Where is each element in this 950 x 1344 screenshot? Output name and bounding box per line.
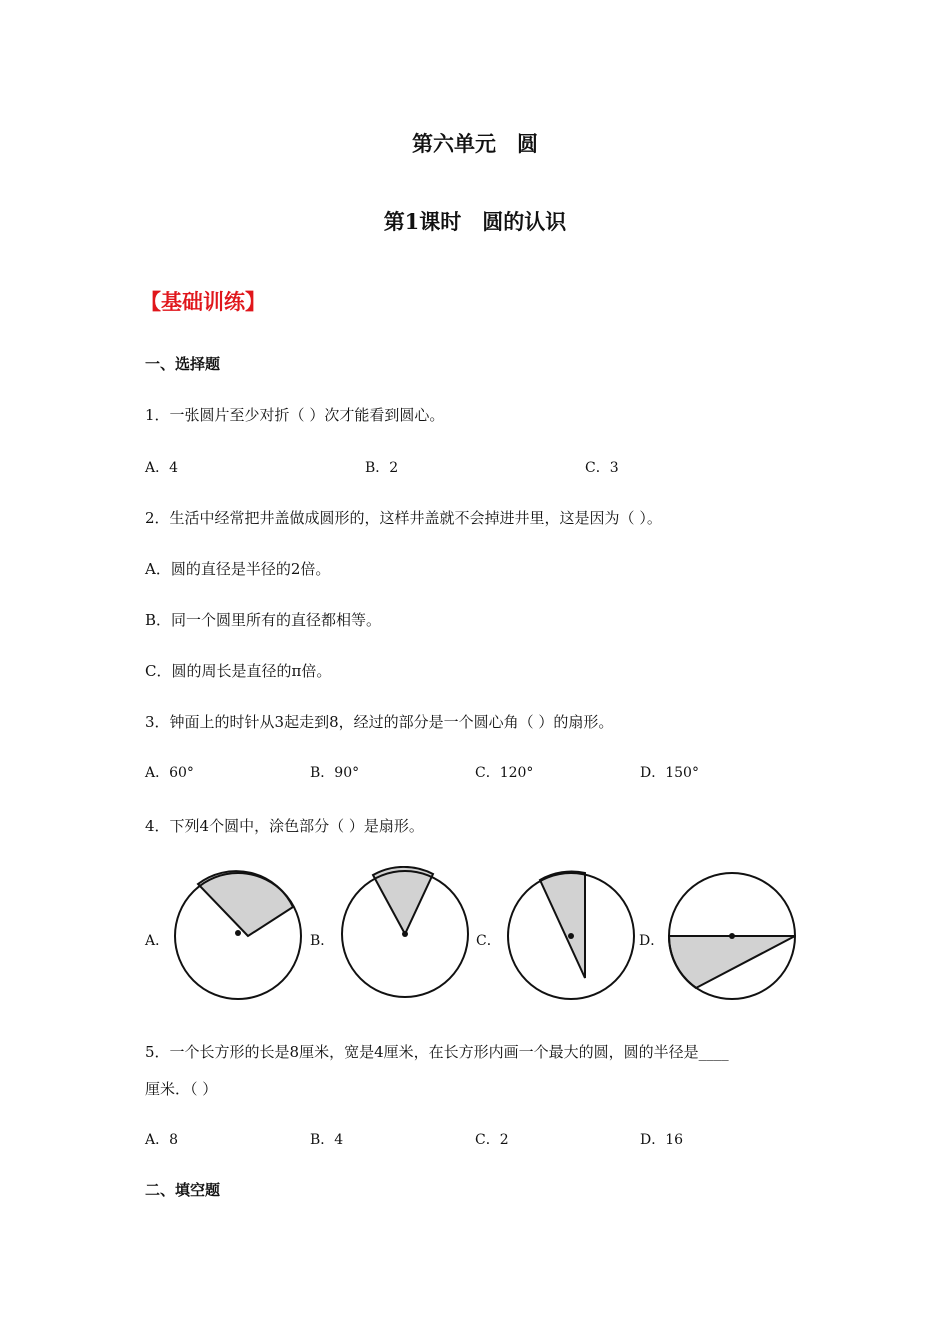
q2-option-b[interactable]: B．同一个圆里所有的直径都相等。 bbox=[145, 611, 382, 629]
circle-figure-c[interactable] bbox=[508, 872, 634, 999]
q1-option-c[interactable]: C．3 bbox=[585, 460, 619, 476]
question-2: 2．生活中经常把井盖做成圆形的，这样井盖就不会掉进井里，这是因为（ ）。 bbox=[145, 509, 662, 527]
question-3: 3．钟面上的时针从3起走到8，经过的部分是一个圆心角（ ）的扇形。 bbox=[145, 713, 614, 731]
q3-option-d[interactable]: D．150° bbox=[640, 765, 699, 781]
part2-heading: 二、填空题 bbox=[145, 1181, 221, 1199]
q1-option-a[interactable]: A．4 bbox=[145, 460, 179, 476]
q2-option-a[interactable]: A．圆的直径是半径的2倍。 bbox=[145, 560, 331, 578]
q4-label-a[interactable]: A． bbox=[145, 933, 170, 949]
center-dot-d bbox=[729, 933, 735, 939]
center-dot-b bbox=[402, 931, 408, 937]
q5-option-c[interactable]: C．2 bbox=[475, 1132, 509, 1148]
q4-label-d[interactable]: D． bbox=[639, 933, 665, 949]
q5-option-d[interactable]: D．16 bbox=[640, 1132, 684, 1148]
q5-option-a[interactable]: A．8 bbox=[145, 1132, 179, 1148]
q2-option-c[interactable]: C．圆的周长是直径的π倍。 bbox=[145, 662, 332, 680]
q4-label-c[interactable]: C． bbox=[476, 933, 501, 949]
q3-option-c[interactable]: C．120° bbox=[475, 765, 534, 781]
q4-circle-figures bbox=[140, 866, 820, 1006]
circle-figure-a[interactable] bbox=[175, 871, 301, 999]
question-4: 4．下列4个圆中，涂色部分（ ）是扇形。 bbox=[145, 817, 424, 835]
shaded-region-a bbox=[198, 871, 293, 936]
section-label: 【基础训练】 bbox=[140, 289, 266, 314]
q4-label-b[interactable]: B． bbox=[310, 933, 335, 949]
question-5-line-2: 厘米．（ ） bbox=[145, 1080, 218, 1098]
circle-figure-d[interactable] bbox=[669, 873, 795, 999]
q5-option-b[interactable]: B．4 bbox=[310, 1132, 344, 1148]
part1-heading: 一、选择题 bbox=[145, 355, 221, 373]
unit-title: 第六单元 圆 bbox=[412, 131, 538, 156]
circle-figure-b[interactable] bbox=[342, 867, 468, 997]
lesson-title: 第1课时 圆的认识 bbox=[383, 209, 567, 234]
shaded-region-c bbox=[540, 872, 585, 978]
center-dot-c bbox=[568, 933, 574, 939]
question-5-line-1: 5．一个长方形的长是8厘米，宽是4厘米，在长方形内画一个最大的圆，圆的半径是____ bbox=[145, 1043, 729, 1061]
question-1: 1．一张圆片至少对折（ ）次才能看到圆心。 bbox=[145, 406, 445, 424]
q1-option-b[interactable]: B．2 bbox=[365, 460, 399, 476]
q3-option-b[interactable]: B．90° bbox=[310, 765, 360, 781]
q3-option-a[interactable]: A．60° bbox=[145, 765, 194, 781]
shaded-region-b bbox=[373, 867, 433, 934]
center-dot-a bbox=[235, 930, 241, 936]
